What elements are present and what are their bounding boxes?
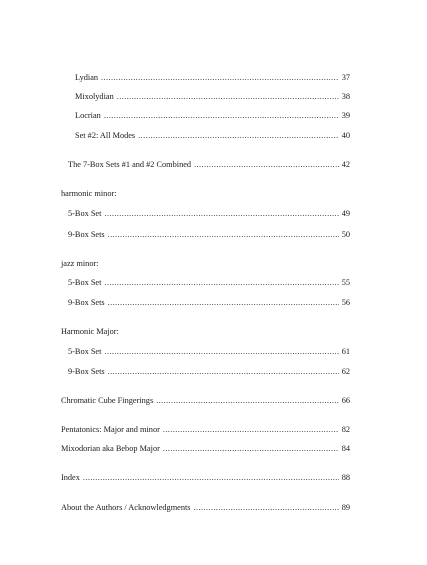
dot-leader xyxy=(108,366,339,377)
toc-entry-label: Mixolydian xyxy=(75,92,114,101)
toc-entry-index[interactable] xyxy=(61,472,350,483)
toc-page-number: 38 xyxy=(341,92,350,101)
toc-page-number: 37 xyxy=(341,73,350,82)
toc-entry-lydian[interactable] xyxy=(75,72,350,83)
toc-entry-label: 9-Box Sets xyxy=(68,298,105,307)
toc-entry-mixodorian[interactable] xyxy=(61,443,350,454)
dot-leader xyxy=(108,297,339,308)
toc-entry-about-the-authors[interactable] xyxy=(61,502,350,513)
dot-leader xyxy=(101,72,339,83)
dot-leader xyxy=(194,502,339,513)
toc-page-number: 55 xyxy=(341,278,350,287)
toc-entry-label: Pentatonics: Major and minor xyxy=(61,425,160,434)
dot-leader xyxy=(104,208,338,219)
toc-entry-harmonic-minor-5-box[interactable] xyxy=(68,208,350,219)
dot-leader xyxy=(194,159,339,170)
toc-page-number: 42 xyxy=(341,160,350,169)
toc-page-number: 66 xyxy=(341,396,350,405)
toc-entry-jazz-minor-5-box[interactable] xyxy=(68,277,350,288)
toc-entry-pentatonics[interactable] xyxy=(61,424,350,435)
toc-entry-set2-all-modes[interactable] xyxy=(75,130,350,141)
toc-entry-locrian[interactable] xyxy=(75,110,350,121)
toc-entry-harmonic-major-9-box[interactable] xyxy=(68,366,350,377)
dot-leader xyxy=(104,110,339,121)
toc-entry-label: Lydian xyxy=(75,73,99,82)
toc-page-number: 89 xyxy=(341,503,350,512)
toc-entry-label: The 7-Box Sets #1 and #2 Combined xyxy=(68,160,192,169)
toc-entry-label: 9-Box Sets xyxy=(68,367,105,376)
toc-entry-harmonic-major-5-box[interactable] xyxy=(68,346,350,357)
toc-entry-mixolydian[interactable] xyxy=(75,91,350,102)
toc-entry-label: 5-Box Set xyxy=(68,347,102,356)
dot-leader xyxy=(104,346,338,357)
toc-page-number: 84 xyxy=(341,444,350,453)
dot-leader xyxy=(156,395,339,406)
toc-entry-harmonic-minor-9-box[interactable] xyxy=(68,229,350,240)
toc-entry-label: Chromatic Cube Fingerings xyxy=(61,396,154,405)
dot-leader xyxy=(104,277,338,288)
dot-leader xyxy=(163,424,339,435)
toc-entry-chromatic-cube-fingerings[interactable] xyxy=(61,395,350,406)
toc-page-number: 62 xyxy=(341,367,350,376)
toc-page-number: 49 xyxy=(341,209,350,218)
toc-entry-jazz-minor-9-box[interactable] xyxy=(68,297,350,308)
toc-page-number: 39 xyxy=(341,111,350,120)
toc-entry-label: 5-Box Set xyxy=(68,209,102,218)
toc-entry-label: 9-Box Sets xyxy=(68,230,105,239)
toc-entry-7-box-combined[interactable] xyxy=(68,159,350,170)
toc-page-number: 50 xyxy=(341,230,350,239)
toc-page-number: 82 xyxy=(341,425,350,434)
dot-leader xyxy=(108,229,339,240)
dot-leader xyxy=(163,443,339,454)
dot-leader xyxy=(83,472,339,483)
toc-entry-label: About the Authors / Acknowledgments xyxy=(61,503,191,512)
dot-leader xyxy=(138,130,339,141)
toc-entry-label: Set #2: All Modes xyxy=(75,131,136,140)
toc-entry-label: Index xyxy=(61,473,80,482)
toc-section-heading-jazz-minor: jazz minor: xyxy=(61,259,99,268)
toc-page-number: 61 xyxy=(341,347,350,356)
toc-entry-label: Locrian xyxy=(75,111,101,120)
toc-entry-label: Mixodorian aka Bebop Major xyxy=(61,444,160,453)
toc-entry-label: 5-Box Set xyxy=(68,278,102,287)
toc-page-number: 56 xyxy=(341,298,350,307)
dot-leader xyxy=(117,91,339,102)
toc-section-heading-harmonic-major: Harmonic Major: xyxy=(61,327,119,336)
toc-page-number: 88 xyxy=(341,473,350,482)
toc-page-number: 40 xyxy=(341,131,350,140)
toc-section-heading-harmonic-minor: harmonic minor: xyxy=(61,189,117,198)
